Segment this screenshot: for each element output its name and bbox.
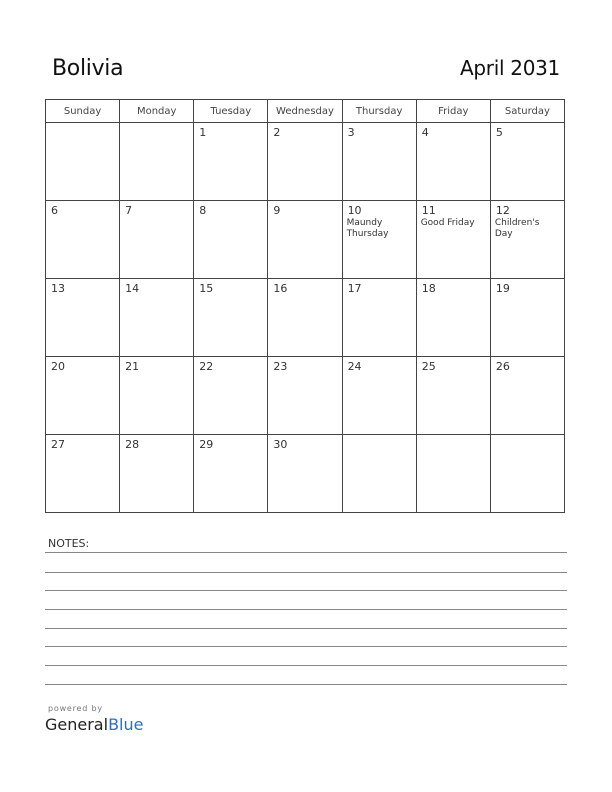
holiday-label: Children's Day xyxy=(494,218,540,239)
day-number: 25 xyxy=(421,360,436,373)
holiday-label: Good Friday xyxy=(420,218,475,228)
day-number: 10 xyxy=(347,204,362,217)
powered-by-text: powered by xyxy=(48,704,103,713)
day-cell xyxy=(46,357,120,435)
day-cell xyxy=(194,123,268,201)
day-number: 6 xyxy=(51,204,58,217)
day-number: 11 xyxy=(421,204,436,217)
day-number: 23 xyxy=(273,360,288,373)
brand-logo xyxy=(45,704,143,734)
week-row xyxy=(46,435,565,513)
note-line xyxy=(45,628,567,629)
day-number: 27 xyxy=(51,438,65,451)
note-line xyxy=(45,665,567,666)
note-line xyxy=(45,590,567,591)
weekday-header: Sunday xyxy=(46,100,120,123)
day-cell xyxy=(46,279,120,357)
day-cell xyxy=(46,123,120,201)
note-line xyxy=(45,646,567,647)
day-cell xyxy=(416,279,490,357)
day-cell xyxy=(342,435,416,513)
day-cell xyxy=(490,279,564,357)
day-number: 4 xyxy=(421,126,429,139)
day-number: 16 xyxy=(273,282,288,295)
weekday-header: Thursday xyxy=(342,100,416,123)
week-row xyxy=(46,123,565,201)
day-number: 17 xyxy=(347,282,362,295)
day-number: 13 xyxy=(51,282,65,295)
day-cell xyxy=(268,279,342,357)
day-number: 29 xyxy=(199,438,214,451)
weekday-header: Wednesday xyxy=(268,100,342,123)
holiday-label: Maundy Thursday xyxy=(346,218,389,239)
brand-name xyxy=(45,715,143,734)
day-cell xyxy=(194,279,268,357)
day-number: 26 xyxy=(495,360,510,373)
day-cell xyxy=(342,201,416,279)
day-cell xyxy=(268,435,342,513)
day-number: 8 xyxy=(199,204,207,217)
day-number: 9 xyxy=(273,204,281,217)
note-line xyxy=(45,552,567,553)
day-number: 28 xyxy=(125,438,140,451)
day-cell xyxy=(490,357,564,435)
calendar-grid xyxy=(45,99,565,513)
weekday-header: Tuesday xyxy=(194,100,268,123)
day-number: 3 xyxy=(347,126,355,139)
day-cell xyxy=(194,201,268,279)
day-number: 14 xyxy=(125,282,140,295)
day-number: 19 xyxy=(495,282,510,295)
day-cell xyxy=(120,357,194,435)
day-cell xyxy=(490,201,564,279)
day-number: 5 xyxy=(495,126,503,139)
day-cell xyxy=(490,435,564,513)
weekday-header: Friday xyxy=(416,100,490,123)
day-number: 12 xyxy=(495,204,510,217)
day-cell xyxy=(416,201,490,279)
month-year-title: April 2031 xyxy=(460,56,560,80)
note-line xyxy=(45,609,567,610)
day-number: 7 xyxy=(125,204,133,217)
day-cell xyxy=(342,357,416,435)
day-number: 24 xyxy=(347,360,362,373)
day-cell xyxy=(342,123,416,201)
country-title: Bolivia xyxy=(52,56,124,81)
day-cell xyxy=(416,435,490,513)
note-line xyxy=(45,684,567,685)
day-number: 30 xyxy=(273,438,288,451)
day-cell xyxy=(342,279,416,357)
week-row xyxy=(46,201,565,279)
day-cell xyxy=(268,201,342,279)
day-cell xyxy=(194,435,268,513)
weekday-header: Monday xyxy=(120,100,194,123)
day-cell xyxy=(490,123,564,201)
brand-name-general: General xyxy=(45,715,109,734)
week-row xyxy=(46,357,565,435)
week-row xyxy=(46,279,565,357)
day-number: 18 xyxy=(421,282,436,295)
day-number: 1 xyxy=(199,126,207,139)
weekday-header-row xyxy=(46,100,565,123)
day-cell xyxy=(120,435,194,513)
day-number: 2 xyxy=(273,126,281,139)
day-number: 21 xyxy=(125,360,140,373)
day-number: 20 xyxy=(51,360,65,373)
day-cell xyxy=(194,357,268,435)
day-cell xyxy=(46,201,120,279)
notes-label: NOTES: xyxy=(48,537,90,550)
brand-name-blue: Blue xyxy=(108,715,144,734)
day-cell xyxy=(416,123,490,201)
day-cell xyxy=(268,123,342,201)
day-number: 22 xyxy=(199,360,214,373)
day-cell xyxy=(120,201,194,279)
day-cell xyxy=(268,357,342,435)
note-line xyxy=(45,572,567,573)
day-cell xyxy=(120,279,194,357)
day-cell xyxy=(416,357,490,435)
weekday-header: Saturday xyxy=(490,100,564,123)
day-cell xyxy=(46,435,120,513)
day-cell xyxy=(120,123,194,201)
day-number: 15 xyxy=(199,282,214,295)
